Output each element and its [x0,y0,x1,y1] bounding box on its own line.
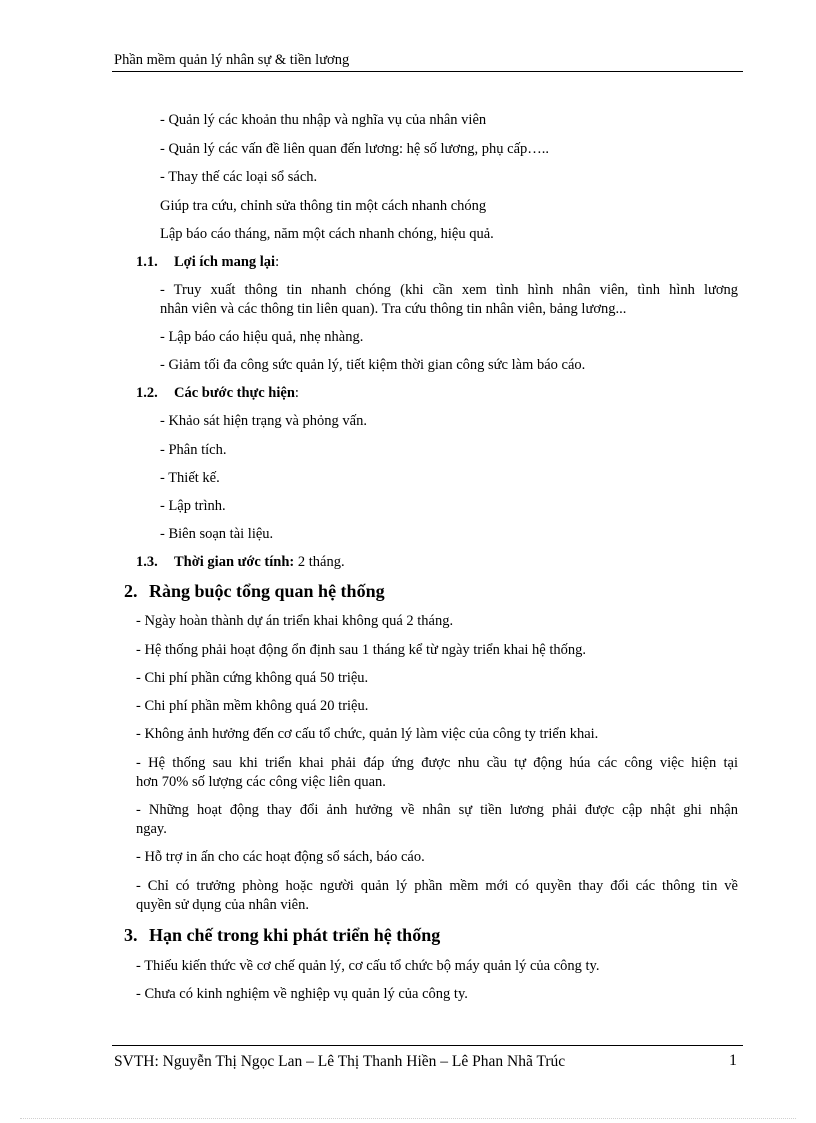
subsection-number: 1.2. [136,385,158,401]
step-item: - Khảo sát hiện trạng và phỏng vấn. [160,413,367,429]
benefit-bullet-line: - Truy xuất thông tin nhanh chóng (khi cần xem tình hình nhân viên, tình hình lương [160,282,738,298]
step-item: - Lập trình. [160,498,226,514]
estimated-time-value: 2 tháng. [294,554,345,570]
section-title: Ràng buộc tổng quan hệ thống [149,581,385,601]
subsection-title: Lợi ích mang lại [174,254,276,270]
subsection-heading-1-1 [136,253,279,272]
limitation-item: - Chưa có kinh nghiệm về nghiệp vụ quản lý của công ty. [136,986,468,1002]
intro-bullet: - Quản lý các khoản thu nhập và nghĩa vụ của nhân viên [160,112,487,128]
constraint-item-line: - Chỉ có trưởng phòng hoặc người quản lý phần mềm mới có quyền thay đổi các thông tin về [136,878,738,894]
constraint-item: - Không ảnh hưởng đến cơ cấu tổ chức, quản lý làm việc của công ty triển khai. [136,726,599,742]
constraint-item-line: ngay. [136,821,167,837]
section-heading-3 [124,924,440,946]
constraint-item: - Hệ thống phải hoạt động ổn định sau 1 tháng kể từ ngày triển khai hệ thống. [136,642,587,658]
constraint-item: - Ngày hoàn thành dự án triển khai không quá 2 tháng. [136,613,454,629]
step-item: - Biên soạn tài liệu. [160,526,274,542]
constraint-item: - Hỗ trợ in ấn cho các hoạt động sổ sách, báo cáo. [136,849,425,865]
constraint-item-line: - Những hoạt động thay đổi ảnh hưởng về nhân sự tiền lương phải được cập nhật ghi nhận [136,802,738,818]
subsection-colon: : [275,254,280,270]
section-heading-2 [124,580,385,602]
limitation-item: - Thiếu kiến thức về cơ chế quản lý, cơ cấu tổ chức bộ máy quản lý của công ty. [136,958,600,974]
footer-divider [112,1045,743,1046]
intro-paragraph: Lập báo cáo tháng, năm một cách nhanh chóng, hiệu quả. [160,226,494,242]
benefit-bullet-line: nhân viên và các thông tin liên quan). Tra cứu thông tin nhân viên, bảng lương... [160,301,627,317]
constraint-item-line: - Hệ thống sau khi triển khai phải đáp ứng được nhu cầu tự động húa các công việc hiện tại [136,755,738,771]
benefit-bullet: - Giảm tối đa công sức quản lý, tiết kiệm thời gian công sức làm báo cáo. [160,357,586,373]
page-number: 1 [729,1052,737,1069]
intro-paragraph: Giúp tra cứu, chỉnh sửa thông tin một cách nhanh chóng [160,198,487,214]
subsection-title: Thời gian ước tính: [174,554,295,570]
constraint-item-line: hơn 70% số lượng các công việc liên quan. [136,774,386,790]
subsection-number: 1.1. [136,254,158,270]
page-bottom-border [20,1118,796,1119]
constraint-item: - Chi phí phần mềm không quá 20 triệu. [136,698,369,714]
subsection-heading-1-2 [136,384,299,403]
running-header: Phần mềm quản lý nhân sự & tiền lương [114,52,350,68]
subsection-title: Các bước thực hiện [174,385,295,401]
section-title: Hạn chế trong khi phát triển hệ thống [149,925,441,945]
section-number: 2. [124,581,138,601]
constraint-item: - Chi phí phần cứng không quá 50 triệu. [136,670,369,686]
benefit-bullet: - Lập báo cáo hiệu quả, nhẹ nhàng. [160,329,364,345]
subsection-colon: : [294,385,299,401]
constraint-item-line: quyền sử dụng của nhân viên. [136,897,309,913]
intro-bullet: - Thay thế các loại sổ sách. [160,169,318,185]
header-divider [112,71,743,72]
footer-authors: SVTH: Nguyễn Thị Ngọc Lan – Lê Thị Thanh Hiền – Lê Phan Nhã Trúc [114,1053,566,1070]
subsection-number: 1.3. [136,554,158,570]
subsection-heading-1-3 [136,553,345,572]
step-item: - Phân tích. [160,442,227,458]
step-item: - Thiết kế. [160,470,220,486]
section-number: 3. [124,925,138,945]
intro-bullet: - Quản lý các vấn đề liên quan đến lương: hệ số lương, phụ cấp….. [160,141,550,157]
